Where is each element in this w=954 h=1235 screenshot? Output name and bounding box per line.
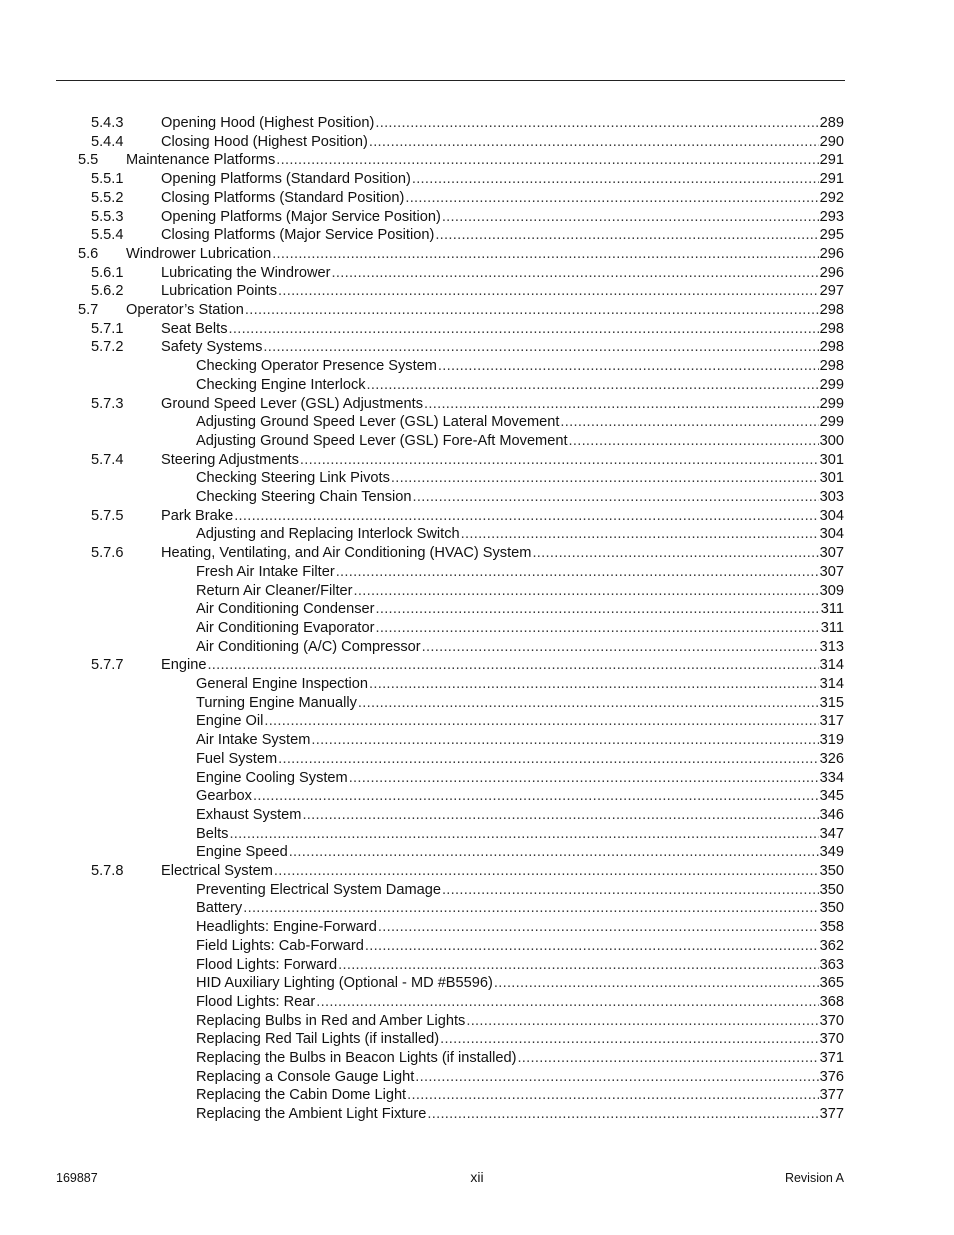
toc-title: Flood Lights: Rear (196, 993, 316, 1010)
toc-leader-dots (275, 151, 818, 170)
toc-title: Lubricating the Windrower (161, 264, 331, 281)
toc-entry[interactable] (0, 301, 954, 320)
toc-page-number: 298 (819, 358, 844, 375)
toc-entry-line (196, 825, 844, 844)
toc-entry[interactable] (0, 1012, 954, 1031)
toc-section-number: 5.7.1 (91, 320, 124, 337)
toc-entry[interactable] (0, 619, 954, 638)
toc-entry-line (161, 114, 844, 133)
toc-title: Engine Cooling System (196, 769, 348, 786)
toc-entry-line (196, 694, 844, 713)
toc-entry-line (196, 956, 844, 975)
toc-page-number: 290 (819, 133, 844, 150)
toc-title: Turning Engine Manually (196, 694, 357, 711)
toc-entry-line (161, 451, 844, 470)
toc-entry[interactable] (0, 170, 954, 189)
toc-title: Headlights: Engine-Forward (196, 919, 377, 936)
toc-entry[interactable] (0, 656, 954, 675)
toc-page-number: 311 (820, 601, 844, 618)
toc-entry-line (161, 170, 844, 189)
toc-entry-line (161, 133, 844, 152)
toc-title: Belts (196, 825, 229, 842)
toc-title: Adjusting Ground Speed Lever (GSL) Fore-Aft Movement (196, 432, 568, 449)
toc-section-number: 5.5 (78, 152, 99, 169)
toc-entry[interactable] (0, 432, 954, 451)
toc-leader-dots (277, 282, 819, 301)
toc-leader-dots (390, 469, 819, 488)
toc-leader-dots (441, 208, 819, 227)
toc-entry[interactable] (0, 357, 954, 376)
toc-page-number: 368 (819, 993, 844, 1010)
toc-leader-dots (406, 1086, 819, 1105)
toc-entry[interactable] (0, 264, 954, 283)
toc-title: Battery (196, 900, 243, 917)
toc-entry-line (196, 1049, 844, 1068)
toc-leader-dots (426, 1105, 818, 1124)
toc-leader-dots (366, 376, 819, 395)
toc-leader-dots (374, 114, 818, 133)
toc-page-number: 311 (820, 619, 844, 636)
toc-entry[interactable] (0, 133, 954, 152)
toc-page-number: 362 (819, 937, 844, 954)
toc-title: Field Lights: Cab-Forward (196, 937, 364, 954)
toc-entry-line (196, 675, 844, 694)
toc-title: Windrower Lubrication (126, 245, 272, 262)
toc-leader-dots (288, 843, 819, 862)
toc-entry[interactable] (0, 245, 954, 264)
toc-title: Air Conditioning Condenser (196, 601, 375, 618)
toc-entry-line (196, 432, 844, 451)
toc-entry-line (196, 376, 844, 395)
toc-leader-dots (411, 170, 819, 189)
toc-title: Engine (161, 657, 207, 674)
toc-entry[interactable] (0, 712, 954, 731)
toc-section-number: 5.7.3 (91, 395, 124, 412)
toc-page-number: 363 (819, 956, 844, 973)
toc-leader-dots (277, 750, 819, 769)
toc-page-number: 371 (819, 1050, 844, 1066)
toc-entry[interactable] (0, 413, 954, 432)
toc-title: Lubrication Points (161, 283, 278, 300)
toc-entry[interactable] (0, 469, 954, 488)
toc-entry-line (161, 544, 844, 563)
toc-title: Safety Systems (161, 339, 263, 356)
toc-entry[interactable] (0, 750, 954, 769)
toc-section-number: 5.5.1 (91, 171, 124, 188)
toc-page-number: 307 (819, 563, 844, 580)
toc-title: Opening Hood (Highest Position) (161, 115, 375, 131)
toc-entry[interactable] (0, 787, 954, 806)
toc-page-number: 309 (819, 582, 844, 599)
toc-page-number: 350 (819, 863, 844, 879)
toc-leader-dots (374, 600, 819, 619)
toc-entry[interactable] (0, 1086, 954, 1105)
toc-entry[interactable] (0, 731, 954, 750)
toc-page-number: 293 (819, 208, 844, 225)
toc-entry[interactable] (0, 600, 954, 619)
toc-entry[interactable] (0, 1049, 954, 1068)
toc-entry-line (196, 525, 844, 544)
toc-title: HID Auxiliary Lighting (Optional - MD #B5596) (196, 975, 493, 992)
toc-leader-dots (404, 189, 818, 208)
toc-page-number: 300 (819, 432, 844, 449)
toc-entry[interactable] (0, 675, 954, 694)
toc-page-number: 304 (819, 507, 844, 524)
toc-leader-dots (244, 301, 819, 320)
toc-title: Park Brake (161, 507, 234, 524)
toc-section-number: 5.7.7 (91, 657, 124, 674)
toc-entry-line (196, 918, 844, 937)
toc-page-number: 289 (819, 115, 844, 131)
toc-page-number: 350 (819, 900, 844, 917)
toc-title: Closing Platforms (Standard Position) (161, 189, 405, 206)
toc-page-number: 298 (819, 302, 844, 318)
toc-section-number: 5.7.6 (91, 545, 124, 562)
toc-leader-dots (368, 133, 819, 152)
toc-entry-line (161, 264, 844, 283)
toc-page-number: 315 (819, 694, 844, 711)
toc-entry-line (161, 320, 844, 339)
toc-page-number: 377 (819, 1106, 844, 1123)
toc-entry[interactable] (0, 525, 954, 544)
toc-title: Return Air Cleaner/Filter (196, 582, 353, 599)
toc-title: Replacing Bulbs in Red and Amber Lights (196, 1012, 466, 1029)
toc-entry-line (196, 638, 844, 657)
toc-section-number: 5.7 (78, 302, 99, 318)
toc-leader-dots (331, 264, 819, 283)
toc-section-number: 5.4.3 (91, 115, 124, 131)
toc-page-number: 296 (819, 264, 844, 281)
toc-entry[interactable] (0, 1068, 954, 1087)
toc-leader-dots (568, 432, 819, 451)
toc-section-number: 5.7.4 (91, 451, 124, 468)
toc-entry[interactable] (0, 638, 954, 657)
toc-page-number: 295 (819, 227, 844, 244)
toc-page-number: 346 (819, 806, 844, 823)
toc-page-number: 370 (819, 1012, 844, 1029)
footer-revision: Revision A (784, 1171, 844, 1185)
toc-section-number: 5.6.2 (91, 283, 124, 300)
toc-title: Preventing Electrical System Damage (196, 881, 441, 898)
toc-entry[interactable] (0, 918, 954, 937)
toc-section-number: 5.7.8 (91, 863, 124, 879)
toc-title: Replacing the Bulbs in Beacon Lights (if installed) (196, 1050, 517, 1066)
toc-page-number: 298 (819, 339, 844, 356)
toc-leader-dots (414, 1068, 818, 1087)
toc-page-number: 314 (819, 657, 844, 674)
toc-page-number: 297 (819, 283, 844, 300)
toc-page-number: 358 (819, 919, 844, 936)
toc-leader-dots (335, 563, 819, 582)
toc-entry-line (161, 338, 844, 357)
toc-page-number: 296 (819, 245, 844, 262)
toc-title: Opening Platforms (Standard Position) (161, 171, 411, 188)
footer-page-number: xii (470, 1169, 484, 1185)
toc-title: Adjusting Ground Speed Lever (GSL) Lateral Movement (196, 414, 560, 431)
toc-entry[interactable] (0, 226, 954, 245)
toc-title: Replacing the Ambient Light Fixture (196, 1106, 427, 1123)
toc-entry-line (196, 993, 844, 1012)
toc-section-number: 5.7.2 (91, 339, 124, 356)
toc-leader-dots (233, 507, 818, 526)
toc-section-number: 5.5.4 (91, 227, 124, 244)
toc-entry-line (196, 787, 844, 806)
toc-page-number: 291 (819, 152, 844, 169)
toc-leader-dots (228, 825, 818, 844)
toc-section-number: 5.7.5 (91, 507, 124, 524)
toc-entry-line (196, 357, 844, 376)
toc-title: Fuel System (196, 750, 278, 767)
toc-entry[interactable] (0, 937, 954, 956)
toc-entry[interactable] (0, 974, 954, 993)
toc-leader-dots (357, 694, 819, 713)
toc-entry[interactable] (0, 320, 954, 339)
toc-entry-line (126, 301, 844, 320)
toc-title: Gearbox (196, 788, 252, 805)
toc-leader-dots (377, 918, 819, 937)
toc-entry-line (196, 712, 844, 731)
toc-leader-dots (437, 357, 819, 376)
toc-leader-dots (465, 1012, 818, 1031)
toc-title: Checking Engine Interlock (196, 376, 366, 393)
toc-page-number: 349 (819, 844, 844, 861)
toc-entry[interactable] (0, 582, 954, 601)
toc-entry-line (196, 600, 844, 619)
toc-entry-line (196, 469, 844, 488)
toc-section-number: 5.5.2 (91, 189, 124, 206)
toc-leader-dots (439, 1030, 819, 1049)
toc-entry[interactable] (0, 507, 954, 526)
toc-entry[interactable] (0, 151, 954, 170)
toc-page-number: 317 (819, 713, 844, 730)
toc-leader-dots (364, 937, 819, 956)
toc-leader-dots (516, 1049, 818, 1068)
toc-leader-dots (412, 488, 819, 507)
toc-entry[interactable] (0, 843, 954, 862)
toc-entry-line (196, 1068, 844, 1087)
toc-entry[interactable] (0, 694, 954, 713)
toc-title: Air Intake System (196, 732, 311, 749)
toc-entry-line (161, 507, 844, 526)
toc-entry-line (161, 282, 844, 301)
toc-page-number: 304 (819, 526, 844, 543)
toc-page-number: 299 (819, 414, 844, 431)
toc-entry-line (196, 806, 844, 825)
toc-leader-dots (301, 806, 818, 825)
footer-doc-number: 169887 (56, 1171, 98, 1185)
toc-entry[interactable] (0, 806, 954, 825)
toc-entry-line (161, 226, 844, 245)
toc-page-number: 291 (819, 171, 844, 188)
toc-leader-dots (559, 413, 818, 432)
toc-section-number: 5.6 (78, 245, 99, 262)
toc-title: Replacing a Console Gauge Light (196, 1068, 415, 1085)
toc-title: Adjusting and Replacing Interlock Switch (196, 526, 460, 543)
toc-entry-line (196, 899, 844, 918)
header-rule (56, 80, 845, 81)
toc-entry-line (196, 937, 844, 956)
toc-entry[interactable] (0, 451, 954, 470)
toc-title: Ground Speed Lever (GSL) Adjustments (161, 395, 424, 412)
toc-leader-dots (299, 451, 819, 470)
toc-title: Fresh Air Intake Filter (196, 563, 335, 580)
toc-leader-dots (353, 582, 819, 601)
toc-entry[interactable] (0, 899, 954, 918)
toc-title: Opening Platforms (Major Service Position) (161, 208, 441, 225)
toc-page-number: 370 (819, 1031, 844, 1048)
toc-entry[interactable] (0, 1030, 954, 1049)
toc-entry-line (196, 582, 844, 601)
toc-entry[interactable] (0, 189, 954, 208)
toc-entry-line (126, 151, 844, 170)
toc-entry[interactable] (0, 769, 954, 788)
toc-page-number: 314 (819, 676, 844, 692)
toc-entry-line (196, 1105, 844, 1124)
toc-entry-line (196, 881, 844, 900)
toc-page-number: 345 (819, 788, 844, 805)
toc-title: Air Conditioning Evaporator (196, 619, 375, 636)
toc-entry-line (196, 769, 844, 788)
toc-entry[interactable] (0, 881, 954, 900)
toc-leader-dots (271, 245, 818, 264)
toc-entry[interactable] (0, 488, 954, 507)
toc-entry-line (196, 1086, 844, 1105)
toc-page-number: 301 (819, 470, 844, 487)
toc-leader-dots (368, 675, 819, 694)
toc-page-number: 326 (819, 750, 844, 767)
toc-entry-line (161, 395, 844, 414)
toc-title: Air Conditioning (A/C) Compressor (196, 638, 421, 655)
toc-leader-dots (228, 320, 819, 339)
toc-leader-dots (374, 619, 819, 638)
toc-page-number: 307 (819, 545, 844, 562)
toc-leader-dots (273, 862, 819, 881)
toc-leader-dots (348, 769, 819, 788)
toc-page-number: 313 (819, 638, 844, 655)
toc-title: Closing Platforms (Major Service Position) (161, 227, 435, 244)
toc-entry[interactable] (0, 563, 954, 582)
toc-entry[interactable] (0, 282, 954, 301)
toc-page-number: 299 (819, 395, 844, 412)
toc-entry[interactable] (0, 993, 954, 1012)
toc-entry[interactable] (0, 376, 954, 395)
toc-section-number: 5.4.4 (91, 133, 124, 150)
toc-leader-dots (493, 974, 819, 993)
toc-title: Operator’s Station (126, 302, 244, 318)
toc-title: Exhaust System (196, 806, 302, 823)
toc-leader-dots (242, 899, 818, 918)
toc-page-number: 376 (819, 1068, 844, 1085)
toc-leader-dots (421, 638, 819, 657)
toc-title: Engine Oil (196, 713, 264, 730)
toc-leader-dots (315, 993, 818, 1012)
toc-entry[interactable] (0, 862, 954, 881)
toc-section-number: 5.6.1 (91, 264, 124, 281)
toc-section-number: 5.5.3 (91, 208, 124, 225)
toc-entry-line (196, 619, 844, 638)
toc-entry-line (196, 1012, 844, 1031)
toc-entry-line (196, 731, 844, 750)
toc-entry-line (161, 862, 844, 881)
toc-entry[interactable] (0, 956, 954, 975)
toc-entry-line (196, 843, 844, 862)
toc-leader-dots (263, 712, 818, 731)
toc-title: Electrical System (161, 863, 273, 879)
toc-entry-line (161, 656, 844, 675)
toc-title: Seat Belts (161, 320, 228, 337)
toc-title: Engine Speed (196, 844, 288, 861)
toc-entry-line (161, 208, 844, 227)
toc-entry-line (126, 245, 844, 264)
toc-leader-dots (434, 226, 818, 245)
toc-entry[interactable] (0, 825, 954, 844)
toc-entry[interactable] (0, 338, 954, 357)
toc-entry-line (161, 189, 844, 208)
toc-page-number: 303 (819, 489, 844, 505)
toc-leader-dots (262, 338, 818, 357)
toc-page-number: 301 (819, 451, 844, 468)
toc-leader-dots (460, 525, 819, 544)
toc-page-number: 350 (819, 881, 844, 898)
toc-entry-line (196, 1030, 844, 1049)
toc-leader-dots (423, 395, 819, 414)
toc-page-number: 377 (819, 1087, 844, 1104)
toc-leader-dots (252, 787, 819, 806)
toc-page-number: 299 (819, 376, 844, 393)
toc-title: Checking Steering Chain Tension (196, 489, 412, 505)
toc-entry[interactable] (0, 395, 954, 414)
toc-page-number: 292 (819, 189, 844, 206)
toc-title: Flood Lights: Forward (196, 956, 338, 973)
toc-leader-dots (310, 731, 818, 750)
toc-leader-dots (531, 544, 818, 563)
toc-entry-line (196, 488, 844, 507)
toc-page-number: 365 (819, 975, 844, 992)
toc-page-number: 347 (819, 825, 844, 842)
toc-title: Maintenance Platforms (126, 152, 276, 169)
toc-title: Closing Hood (Highest Position) (161, 133, 368, 150)
toc-title: Heating, Ventilating, and Air Conditioning (HVAC) System (161, 545, 532, 562)
toc-entry-line (196, 974, 844, 993)
toc-title: General Engine Inspection (196, 676, 368, 692)
toc-title: Steering Adjustments (161, 451, 299, 468)
toc-title: Replacing the Cabin Dome Light (196, 1087, 407, 1104)
toc-entry[interactable] (0, 544, 954, 563)
toc-leader-dots (337, 956, 819, 975)
toc-entry[interactable] (0, 208, 954, 227)
toc-entry-line (196, 563, 844, 582)
toc-entry[interactable] (0, 114, 954, 133)
toc-title: Replacing Red Tail Lights (if installed) (196, 1031, 440, 1048)
toc-page-number: 334 (819, 769, 844, 786)
toc-entry[interactable] (0, 1105, 954, 1124)
toc-title: Checking Steering Link Pivots (196, 470, 390, 487)
toc-entry-line (196, 750, 844, 769)
toc-leader-dots (441, 881, 819, 900)
toc-page-number: 298 (819, 320, 844, 337)
toc-page-number: 319 (819, 732, 844, 749)
toc-title: Checking Operator Presence System (196, 358, 437, 375)
toc-leader-dots (206, 656, 818, 675)
toc-entry-line (196, 413, 844, 432)
